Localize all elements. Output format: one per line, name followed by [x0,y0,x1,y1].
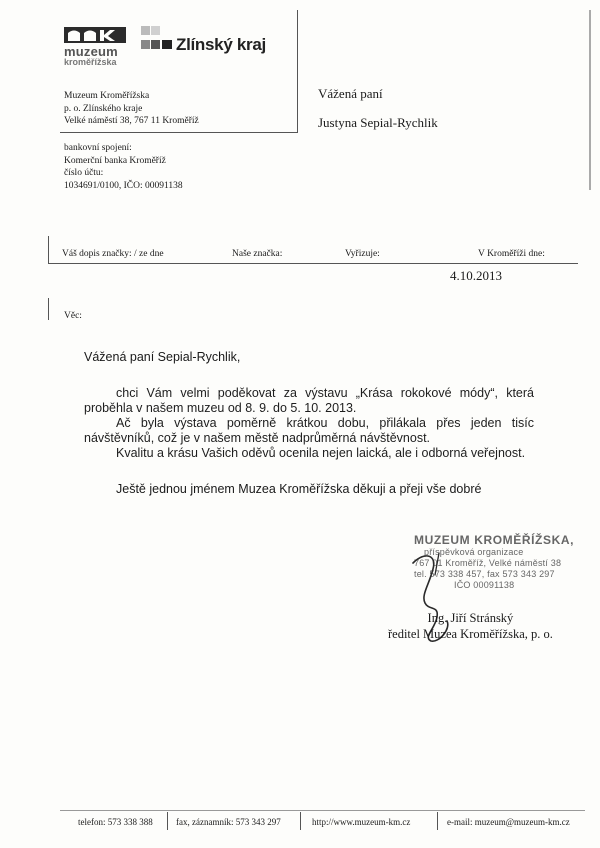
bank-line: číslo účtu: [64,168,104,178]
signer-title: ředitel Muzea Kroměřížska, p. o. [388,627,553,641]
body-paragraph: Ač byla výstava poměrně krátkou dobu, přilákala přes jeden tisíc návštěvníků, což je v našem městě nadprůměrná návštěvnost. [84,416,534,445]
sender-line: p. o. Zlínského kraje [64,103,143,114]
reference-divider [48,263,578,264]
recipient-name: Justyna Sepial-Rychlik [318,115,438,130]
stamp-line: tel. 573 338 457, fax 573 343 297 [414,569,555,579]
scan-edge [589,10,591,190]
footer-separator [437,812,438,830]
bank-line: Komerční banka Kroměříž [64,155,166,166]
letter-closing: Ještě jednou jménem Muzea Kroměřížska děkuji a přeji vše dobré [116,482,482,496]
sender-line: Velké náměstí 38, 767 11 Kroměříž [64,116,199,126]
recipient-block [318,79,438,137]
museum-logo-subtitle: kroměřížska [64,57,117,67]
bank-line: 1034691/0100, IČO: 00091138 [64,180,183,191]
address-divider [60,132,298,133]
subject-label: Věc: [64,311,82,321]
letter-date: 4.10.2013 [450,268,502,283]
bank-line: bankovní spojení: [64,143,132,153]
subject-frame-left [48,298,49,320]
stamp-line: příspěvková organizace [424,547,524,557]
bank-details [64,142,294,192]
recipient-salutation: Vážená paní [318,86,383,101]
sender-address [64,90,294,128]
region-logo-mark [141,26,173,52]
body-paragraph: Kvalitu a krásu Vašich oděvů ocenila nejen laická, ale i odborná veřejnost. [116,446,526,460]
your-reference-label: Váš dopis značky: / ze dne [62,249,164,259]
stamp-line: IČO 00091138 [454,580,515,590]
address-frame-right [297,10,298,133]
signer-block [388,610,553,642]
museum-logo-word: muzeum [64,44,118,59]
sender-line: Muzeum Kroměřížska [64,91,150,101]
footer-email-link[interactable]: e-mail: muzeum@muzeum-km.cz [447,817,570,827]
region-logo-name: Zlínský kraj [176,35,266,54]
our-reference-label: Naše značka: [232,249,283,259]
footer-phone: telefon: 573 338 388 [78,817,153,827]
letter-greeting: Vážená paní Sepial-Rychlik, [84,350,241,364]
letter-body [84,386,534,461]
stamp-title: MUZEUM KROMĚŘÍŽSKA, [414,533,575,547]
footer-website-link[interactable]: http://www.muzeum-km.cz [312,817,411,827]
footer-divider [60,810,585,811]
body-paragraph: chci Vám velmi poděkovat za výstavu „Krása rokokové módy“, která proběhla v našem muzeu od 8. 9. do 5. 10. 2013. [84,386,534,415]
footer-separator [167,812,168,830]
footer-separator [300,812,301,830]
place-date-label: V Kroměříži dne: [478,249,545,259]
footer-fax: fax, záznamník: 573 343 297 [176,817,281,827]
museum-logo-mark [64,27,126,43]
reference-frame-left [48,236,49,264]
handled-by-label: Vyřizuje: [345,249,380,259]
signer-name: Ing. Jiří Stránský [427,611,514,625]
stamp-line: 767 01 Kroměříž, Velké náměstí 38 [414,558,562,568]
